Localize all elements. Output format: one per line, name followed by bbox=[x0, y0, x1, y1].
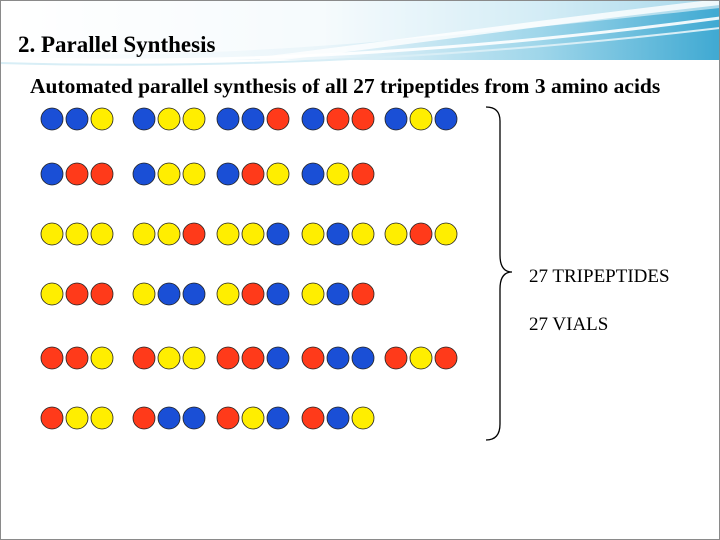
yellow-amino-acid-bead bbox=[91, 223, 113, 245]
yellow-amino-acid-bead bbox=[410, 347, 432, 369]
yellow-amino-acid-bead bbox=[435, 223, 457, 245]
red-amino-acid-bead bbox=[133, 347, 155, 369]
blue-amino-acid-bead bbox=[158, 407, 180, 429]
yellow-amino-acid-bead bbox=[158, 108, 180, 130]
blue-amino-acid-bead bbox=[327, 347, 349, 369]
blue-amino-acid-bead bbox=[267, 223, 289, 245]
red-amino-acid-bead bbox=[435, 347, 457, 369]
blue-amino-acid-bead bbox=[327, 223, 349, 245]
red-amino-acid-bead bbox=[302, 407, 324, 429]
blue-amino-acid-bead bbox=[183, 283, 205, 305]
yellow-amino-acid-bead bbox=[410, 108, 432, 130]
tripeptide-bby bbox=[41, 108, 113, 130]
red-amino-acid-bead bbox=[242, 163, 264, 185]
blue-amino-acid-bead bbox=[385, 108, 407, 130]
tripeptide-ryr bbox=[385, 347, 457, 369]
tripeptide-byy bbox=[133, 163, 205, 185]
red-amino-acid-bead bbox=[352, 108, 374, 130]
yellow-amino-acid-bead bbox=[385, 223, 407, 245]
yellow-amino-acid-bead bbox=[133, 283, 155, 305]
yellow-amino-acid-bead bbox=[217, 223, 239, 245]
yellow-amino-acid-bead bbox=[267, 163, 289, 185]
tripeptide-yyr bbox=[133, 223, 205, 245]
red-amino-acid-bead bbox=[242, 347, 264, 369]
blue-amino-acid-bead bbox=[352, 347, 374, 369]
blue-amino-acid-bead bbox=[327, 283, 349, 305]
red-amino-acid-bead bbox=[41, 407, 63, 429]
yellow-amino-acid-bead bbox=[183, 108, 205, 130]
tripeptide-ybr bbox=[302, 283, 374, 305]
yellow-amino-acid-bead bbox=[41, 283, 63, 305]
red-amino-acid-bead bbox=[91, 283, 113, 305]
red-amino-acid-bead bbox=[302, 347, 324, 369]
tripeptide-rrb bbox=[217, 347, 289, 369]
blue-amino-acid-bead bbox=[133, 108, 155, 130]
blue-amino-acid-bead bbox=[41, 163, 63, 185]
red-amino-acid-bead bbox=[91, 163, 113, 185]
yellow-amino-acid-bead bbox=[183, 163, 205, 185]
blue-amino-acid-bead bbox=[435, 108, 457, 130]
tripeptide-ryy bbox=[41, 407, 113, 429]
yellow-amino-acid-bead bbox=[302, 223, 324, 245]
blue-amino-acid-bead bbox=[302, 108, 324, 130]
red-amino-acid-bead bbox=[66, 163, 88, 185]
red-amino-acid-bead bbox=[352, 163, 374, 185]
red-amino-acid-bead bbox=[352, 283, 374, 305]
tripeptide-bry bbox=[217, 163, 289, 185]
tripeptide-byb bbox=[385, 108, 457, 130]
yellow-amino-acid-bead bbox=[91, 108, 113, 130]
tripeptide-rbb bbox=[302, 347, 374, 369]
yellow-amino-acid-bead bbox=[217, 283, 239, 305]
yellow-amino-acid-bead bbox=[158, 163, 180, 185]
yellow-amino-acid-bead bbox=[91, 407, 113, 429]
blue-amino-acid-bead bbox=[242, 108, 264, 130]
blue-amino-acid-bead bbox=[183, 407, 205, 429]
red-amino-acid-bead bbox=[410, 223, 432, 245]
red-amino-acid-bead bbox=[66, 347, 88, 369]
tripeptide-byy bbox=[133, 108, 205, 130]
tripeptide-ryy bbox=[133, 347, 205, 369]
blue-amino-acid-bead bbox=[133, 163, 155, 185]
tripeptide-yrr bbox=[41, 283, 113, 305]
yellow-amino-acid-bead bbox=[158, 347, 180, 369]
blue-amino-acid-bead bbox=[267, 407, 289, 429]
yellow-amino-acid-bead bbox=[41, 223, 63, 245]
slide-title: 2. Parallel Synthesis bbox=[18, 32, 216, 57]
yellow-amino-acid-bead bbox=[327, 163, 349, 185]
red-amino-acid-bead bbox=[41, 347, 63, 369]
blue-amino-acid-bead bbox=[217, 108, 239, 130]
blue-amino-acid-bead bbox=[327, 407, 349, 429]
label-27-vials: 27 VIALS bbox=[529, 314, 609, 335]
red-amino-acid-bead bbox=[133, 407, 155, 429]
yellow-amino-acid-bead bbox=[242, 223, 264, 245]
tripeptide-rry bbox=[41, 347, 113, 369]
yellow-amino-acid-bead bbox=[352, 223, 374, 245]
tripeptide-yyy bbox=[41, 223, 113, 245]
red-amino-acid-bead bbox=[217, 347, 239, 369]
tripeptide-yrb bbox=[217, 283, 289, 305]
red-amino-acid-bead bbox=[217, 407, 239, 429]
tripeptide-yby bbox=[302, 223, 374, 245]
red-amino-acid-bead bbox=[242, 283, 264, 305]
yellow-amino-acid-bead bbox=[66, 407, 88, 429]
blue-amino-acid-bead bbox=[267, 347, 289, 369]
blue-amino-acid-bead bbox=[66, 108, 88, 130]
tripeptide-yyb bbox=[217, 223, 289, 245]
yellow-amino-acid-bead bbox=[242, 407, 264, 429]
slide-subtitle: Automated parallel synthesis of all 27 tripeptides from 3 amino acids bbox=[30, 74, 661, 98]
tripeptide-brr bbox=[302, 108, 374, 130]
tripeptide-ybb bbox=[133, 283, 205, 305]
tripeptide-byr bbox=[302, 163, 374, 185]
yellow-amino-acid-bead bbox=[133, 223, 155, 245]
red-amino-acid-bead bbox=[385, 347, 407, 369]
blue-amino-acid-bead bbox=[41, 108, 63, 130]
blue-amino-acid-bead bbox=[267, 283, 289, 305]
yellow-amino-acid-bead bbox=[66, 223, 88, 245]
blue-amino-acid-bead bbox=[217, 163, 239, 185]
yellow-amino-acid-bead bbox=[91, 347, 113, 369]
tripeptide-ryb bbox=[217, 407, 289, 429]
yellow-amino-acid-bead bbox=[302, 283, 324, 305]
blue-amino-acid-bead bbox=[158, 283, 180, 305]
red-amino-acid-bead bbox=[183, 223, 205, 245]
tripeptide-rby bbox=[302, 407, 374, 429]
yellow-amino-acid-bead bbox=[183, 347, 205, 369]
label-27-tripeptides: 27 TRIPEPTIDES bbox=[529, 266, 670, 287]
tripeptide-rbb bbox=[133, 407, 205, 429]
tripeptide-brr bbox=[41, 163, 113, 185]
tripeptide-yry bbox=[385, 223, 457, 245]
red-amino-acid-bead bbox=[66, 283, 88, 305]
yellow-amino-acid-bead bbox=[352, 407, 374, 429]
red-amino-acid-bead bbox=[267, 108, 289, 130]
red-amino-acid-bead bbox=[327, 108, 349, 130]
blue-amino-acid-bead bbox=[302, 163, 324, 185]
yellow-amino-acid-bead bbox=[158, 223, 180, 245]
tripeptide-bbr bbox=[217, 108, 289, 130]
